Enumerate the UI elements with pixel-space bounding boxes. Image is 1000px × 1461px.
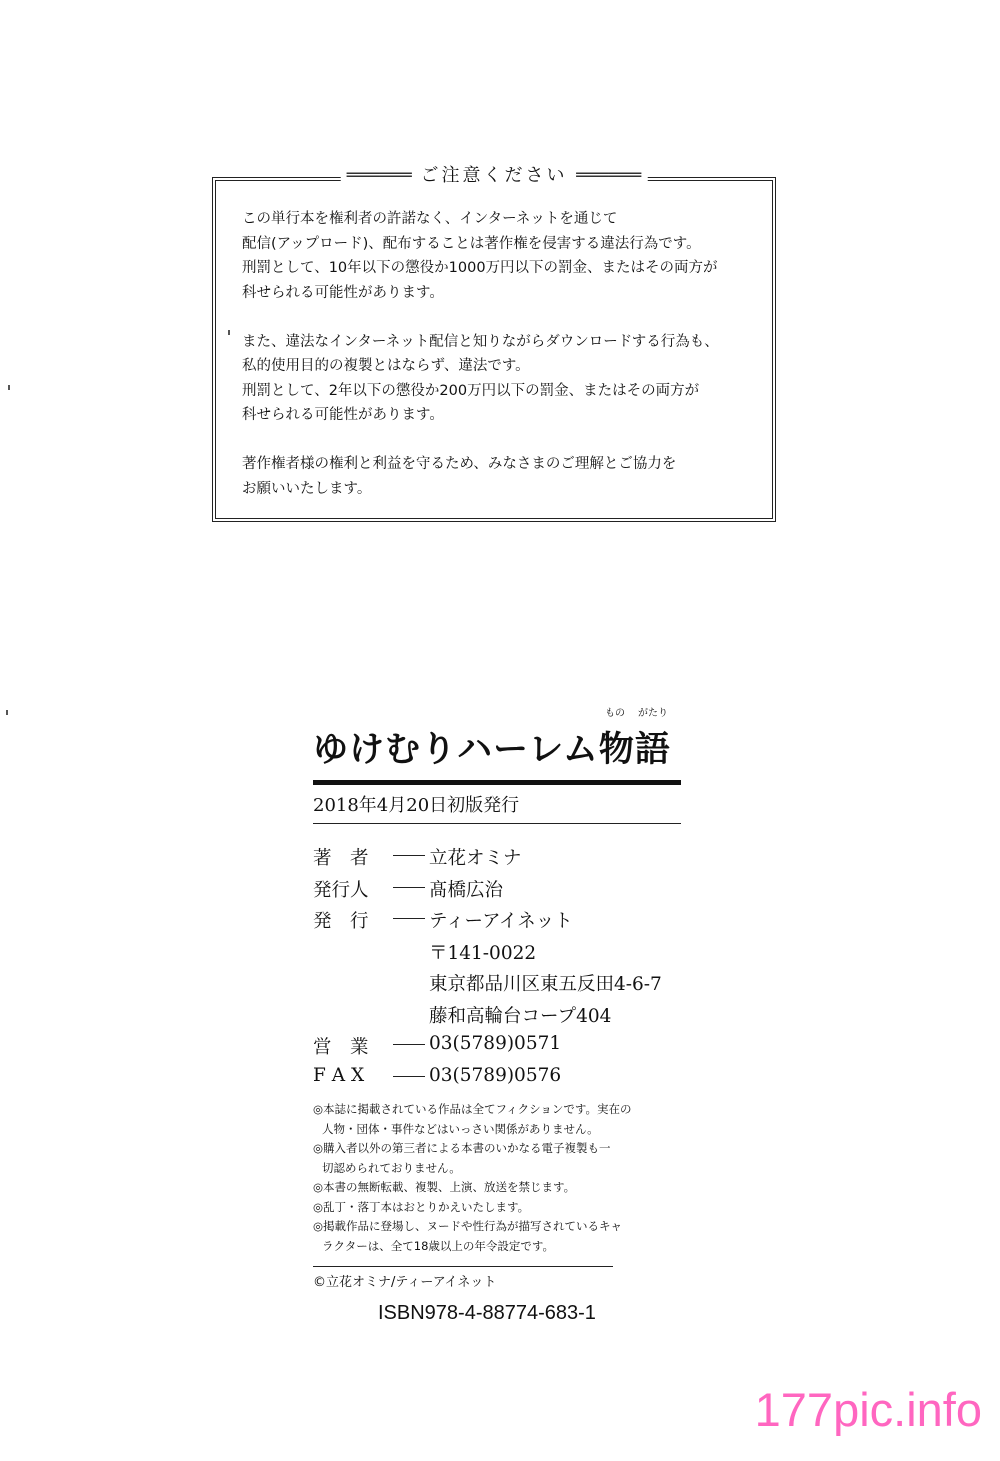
title-ruby: もの — [605, 708, 625, 719]
disclaimer-line: 切認められておりません。 — [322, 1160, 461, 1175]
dash-rule — [393, 918, 425, 919]
disclaimer-line: ラクターは、全て18歳以上の年令設定です。 — [322, 1238, 554, 1253]
contact-value: 03(5789)0571 — [429, 1033, 562, 1054]
building-address: 藤和高輪台コープ404 — [429, 1005, 612, 1027]
colophon — [313, 702, 693, 1325]
contact-value: 03(5789)0576 — [429, 1064, 562, 1086]
dash-rule — [393, 887, 425, 888]
title-ruby: がたり — [638, 708, 668, 719]
notice-line: この単行本を権利者の許諾なく、インターネットを通じて — [242, 211, 618, 227]
contact-label: F A X — [313, 1064, 365, 1086]
notice-line: 配信(アップロード)、配布することは著作権を侵害する違法行為です。 — [242, 235, 701, 252]
edition-date: 2018年4月20日初版発行 — [313, 795, 520, 816]
credit-label: 発 行 — [313, 911, 369, 932]
disclaimer-line: ◎購入者以外の第三者による本書のいかなる電子複製も一 — [313, 1141, 611, 1155]
notice-line: 著作権者様の権利と利益を守るため、みなさまのご理解とご協力を — [242, 456, 677, 472]
notice-box — [212, 165, 776, 522]
isbn: ISBN978-4-88774-683-1 — [378, 1302, 596, 1324]
notice-line: 刑罰として、10年以下の懲役か1000万円以下の罰金、またはその両方が — [242, 260, 718, 276]
street-address: 東京都品川区東五反田4-6-7 — [429, 974, 662, 995]
scan-speck — [6, 710, 8, 715]
notice-title: ══════ ご注意ください ══════ — [341, 161, 648, 187]
notice-line: お願いいたします。 — [242, 480, 372, 497]
dash-rule — [393, 855, 425, 856]
notice-line: 科せられる可能性があります。 — [242, 284, 444, 301]
notice-line: 刑罰として、2年以下の懲役か200万円以下の罰金、またはその両方が — [242, 382, 700, 399]
title-rule — [313, 780, 681, 785]
credit-value: 髙橋広治 — [429, 879, 504, 901]
credit-value: 立花オミナ — [429, 848, 522, 869]
notice-line: また、違法なインターネット配信と知りながらダウンロードする行為も、 — [242, 333, 719, 350]
copyright-rule — [313, 1266, 613, 1267]
dash-rule — [393, 1076, 425, 1077]
scan-speck — [228, 330, 230, 335]
disclaimer-line: ◎掲載作品に登場し、ヌードや性行為が描写されているキャ — [313, 1219, 623, 1233]
copyright: ©立花オミナ/ティーアイネット — [313, 1275, 497, 1290]
disclaimer-line: ◎本誌に掲載されている作品は全てフィクションです。実在の — [313, 1102, 632, 1116]
contact-row-fax — [313, 1065, 693, 1097]
book-title: ゆけむりハーレム物語 — [313, 730, 671, 770]
notice-line: 私的使用目的の複製とはならず、違法です。 — [242, 358, 530, 374]
dash-rule — [393, 1044, 425, 1045]
credit-row-publisher-person — [313, 876, 693, 908]
address-line — [313, 970, 693, 1002]
disclaimer-line: ◎乱丁・落丁本はおとりかえいたします。 — [313, 1199, 530, 1214]
notice-paragraph — [242, 207, 762, 305]
notice-body — [242, 207, 762, 526]
notice-line: 科せられる可能性があります。 — [242, 407, 444, 423]
edition-rule — [313, 823, 681, 824]
credit-label: 著 者 — [313, 848, 369, 869]
notice-paragraph — [242, 330, 762, 428]
credit-value: ティーアイネット — [429, 911, 573, 932]
address-line — [313, 1002, 693, 1034]
disclaimer-line: ◎本書の無断転載、複製、上演、放送を禁じます。 — [313, 1180, 576, 1194]
credits — [313, 844, 693, 1096]
contact-row-sales — [313, 1033, 693, 1065]
disclaimers — [313, 1100, 693, 1256]
watermark-text: 177pic.info — [754, 1383, 982, 1436]
disclaimer-line: 人物・団体・事件などはいっさい関係がありません。 — [322, 1121, 599, 1136]
notice-title-text: ご注意ください — [420, 165, 568, 186]
credit-row-publisher — [313, 907, 693, 939]
credit-row-author — [313, 844, 693, 876]
address-line — [313, 939, 693, 971]
contact-label: 営 業 — [313, 1037, 369, 1058]
postal-code: 〒141-0022 — [429, 942, 537, 964]
credit-label: 発行人 — [313, 879, 369, 901]
title-block — [313, 702, 693, 770]
scan-speck — [8, 385, 10, 390]
notice-paragraph — [242, 452, 762, 501]
